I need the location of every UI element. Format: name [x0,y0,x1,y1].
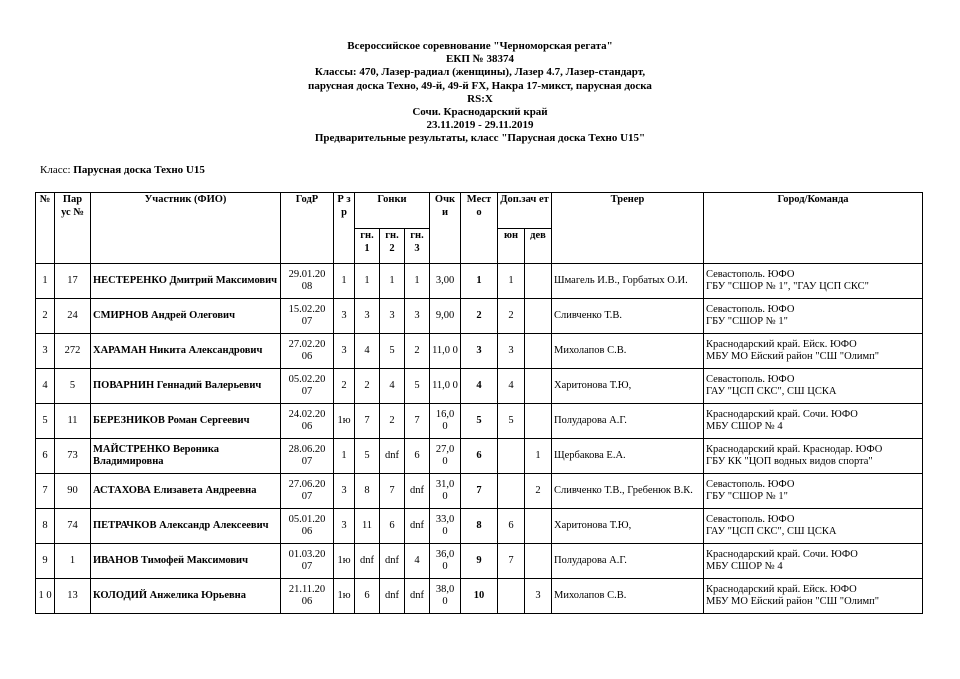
row-num: 6 [36,439,55,474]
table-row [36,334,923,369]
col-header-name: Участник (ФИО) [91,193,281,264]
row-coach: Харитонова Т.Ю, [552,369,704,404]
row-points: 9,00 [430,299,461,334]
row-city-line-2: ГБУ "СШОР № 1", "ГАУ ЦСП СКС" [706,281,869,292]
results-table [35,192,923,614]
row-points: 27,0 0 [430,439,461,474]
row-extra-jun [498,579,525,614]
row-extra-jun: 2 [498,299,525,334]
row-race-1: dnf [355,544,380,579]
row-extra-dev: 1 [525,439,552,474]
table-row [36,369,923,404]
table-row [36,579,923,614]
row-points: 33,0 0 [430,509,461,544]
row-year: 29.01.20 08 [281,264,334,299]
classes-line-1: Классы: 470, Лазер-радиал (женщины), Лазер 4.7, Лазер-стандарт, [314,66,646,79]
row-name: ПОВАРНИН Геннадий Валерьевич [91,369,281,404]
col-header-extra: Доп.зач ет [498,193,552,229]
row-city-line-2: МБУ МО Ейский район "СШ "Олимп" [706,351,880,362]
col-header-points: Очк и [430,193,461,264]
row-rank: 3 [334,299,355,334]
row-race-1: 8 [355,474,380,509]
row-extra-dev [525,509,552,544]
row-year: 27.02.20 06 [281,334,334,369]
row-extra-dev: 2 [525,474,552,509]
row-rank: 1ю [334,579,355,614]
row-city-line-2: МБУ СШОР № 4 [706,561,783,572]
row-extra-jun: 3 [498,334,525,369]
class-value: Парусная доска Техно U15 [73,164,205,176]
col-header-extra-dev: дев [525,229,552,264]
row-extra-jun: 5 [498,404,525,439]
table-row [36,404,923,439]
row-race-1: 6 [355,579,380,614]
classes-line-2: парусная доска Техно, 49-й, 49-й FX, Накра 17-микст, парусная доска [308,79,652,92]
col-header-race-3: гн. 3 [405,229,430,264]
row-year: 21.11.20 06 [281,579,334,614]
row-race-1: 4 [355,334,380,369]
row-race-3: dnf [405,509,430,544]
row-city [704,509,923,544]
row-num: 9 [36,544,55,579]
row-sail: 1 [55,544,91,579]
row-year: 05.01.20 06 [281,509,334,544]
classes-line-3: RS:X [467,92,493,105]
row-place: 9 [461,544,498,579]
row-sail: 13 [55,579,91,614]
row-extra-dev: 3 [525,579,552,614]
row-extra-jun: 1 [498,264,525,299]
row-points: 16,0 0 [430,404,461,439]
row-name: СМИРНОВ Андрей Олегович [91,299,281,334]
row-num: 1 0 [36,579,55,614]
row-city-line-1: Севастополь. ЮФО [706,478,795,490]
row-coach: Полударова А.Г. [552,404,704,439]
row-rank: 3 [334,474,355,509]
table-row [36,299,923,334]
table-row [36,544,923,579]
row-extra-dev [525,299,552,334]
row-city-line-1: Севастополь. ЮФО [706,513,795,525]
class-line [40,164,205,176]
row-race-2: dnf [380,439,405,474]
ekp-number: ЕКП № 38374 [446,53,514,66]
row-race-3: 2 [405,334,430,369]
row-extra-jun [498,439,525,474]
row-coach: Сливченко Т.В. [552,299,704,334]
row-city-line-1: Севастополь. ЮФО [706,268,795,280]
row-extra-dev [525,404,552,439]
row-num: 2 [36,299,55,334]
row-sail: 17 [55,264,91,299]
row-points: 38,0 0 [430,579,461,614]
row-place: 3 [461,334,498,369]
col-header-rank: Р з р [334,193,355,264]
row-race-1: 7 [355,404,380,439]
row-name: КОЛОДИЙ Анжелика Юрьевна [91,579,281,614]
col-header-year: ГодР [281,193,334,264]
row-num: 3 [36,334,55,369]
competition-title: Всероссийское соревнование "Черноморская регата" [347,40,613,52]
row-city-line-2: ГБУ "СШОР № 1" [706,491,788,502]
results-body [36,264,923,614]
results-subtitle: Предварительные результаты, класс "Парусная доска Техно U15" [314,132,646,145]
row-year: 01.03.20 07 [281,544,334,579]
row-city [704,369,923,404]
row-place: 4 [461,369,498,404]
document-header [0,40,960,146]
row-year: 15.02.20 07 [281,299,334,334]
row-city [704,334,923,369]
row-place: 6 [461,439,498,474]
row-race-2: 4 [380,369,405,404]
row-city [704,474,923,509]
row-race-2: dnf [380,544,405,579]
row-coach: Щербакова Е.А. [552,439,704,474]
row-coach: Михолапов С.В. [552,579,704,614]
row-name: ИВАНОВ Тимофей Максимович [91,544,281,579]
row-points: 3,00 [430,264,461,299]
table-row [36,509,923,544]
row-city [704,264,923,299]
row-sail: 73 [55,439,91,474]
row-sail: 11 [55,404,91,439]
row-extra-jun [498,474,525,509]
row-num: 4 [36,369,55,404]
row-race-2: 5 [380,334,405,369]
row-year: 05.02.20 07 [281,369,334,404]
row-sail: 74 [55,509,91,544]
row-name: НЕСТЕРЕНКО Дмитрий Максимович [91,264,281,299]
row-race-3: 4 [405,544,430,579]
row-race-3: 3 [405,299,430,334]
row-points: 31,0 0 [430,474,461,509]
row-city-line-2: ГБУ КК "ЦОП водных видов спорта" [706,456,873,467]
row-race-2: dnf [380,579,405,614]
row-city [704,579,923,614]
row-race-2: 2 [380,404,405,439]
row-city-line-2: МБУ МО Ейский район "СШ "Олимп" [706,596,880,607]
row-extra-jun: 6 [498,509,525,544]
row-num: 1 [36,264,55,299]
row-city-line-1: Краснодарский край. Сочи. ЮФО [706,408,858,420]
row-name: БЕРЕЗНИКОВ Роман Сергеевич [91,404,281,439]
row-race-3: dnf [405,474,430,509]
col-header-city: Город/Команда [704,193,923,264]
row-extra-dev [525,334,552,369]
row-race-2: 3 [380,299,405,334]
row-name: ХАРАМАН Никита Александрович [91,334,281,369]
row-extra-jun: 4 [498,369,525,404]
row-rank: 1 [334,439,355,474]
row-points: 36,0 0 [430,544,461,579]
venue: Сочи. Краснодарский край [412,106,548,119]
row-race-3: 5 [405,369,430,404]
row-name: АСТАХОВА Елизавета Андреевна [91,474,281,509]
row-race-1: 11 [355,509,380,544]
row-race-2: 7 [380,474,405,509]
row-race-1: 3 [355,299,380,334]
row-coach: Сливченко Т.В., Гребенюк В.К. [552,474,704,509]
row-extra-jun: 7 [498,544,525,579]
row-city [704,299,923,334]
row-city-line-2: МБУ СШОР № 4 [706,421,783,432]
row-year: 28.06.20 07 [281,439,334,474]
row-place: 1 [461,264,498,299]
row-rank: 3 [334,509,355,544]
row-year: 27.06.20 07 [281,474,334,509]
row-race-1: 2 [355,369,380,404]
row-race-2: 1 [380,264,405,299]
col-header-place: Мест о [461,193,498,264]
col-header-coach: Тренер [552,193,704,264]
row-city-line-1: Краснодарский край. Ейск. ЮФО [706,338,857,350]
row-sail: 90 [55,474,91,509]
row-coach: Михолапов С.В. [552,334,704,369]
row-num: 8 [36,509,55,544]
row-city-line-2: ГАУ "ЦСП СКС", СШ ЦСКА [706,386,837,397]
row-sail: 24 [55,299,91,334]
row-race-2: 6 [380,509,405,544]
row-place: 8 [461,509,498,544]
row-coach: Полударова А.Г. [552,544,704,579]
row-rank: 1ю [334,544,355,579]
row-city-line-1: Краснодарский край. Ейск. ЮФО [706,583,857,595]
row-sail: 272 [55,334,91,369]
col-header-extra-jun: юн [498,229,525,264]
row-extra-dev [525,544,552,579]
row-city-line-2: ГАУ "ЦСП СКС", СШ ЦСКА [706,526,837,537]
row-num: 5 [36,404,55,439]
row-city [704,439,923,474]
row-num: 7 [36,474,55,509]
row-city-line-1: Краснодарский край. Краснодар. ЮФО [706,443,883,455]
row-coach: Шмагель И.В., Горбатых О.И. [552,264,704,299]
row-city-line-1: Севастополь. ЮФО [706,303,795,315]
row-race-3: 6 [405,439,430,474]
row-city-line-2: ГБУ "СШОР № 1" [706,316,788,327]
row-name: ПЕТРАЧКОВ Александр Алексеевич [91,509,281,544]
row-rank: 2 [334,369,355,404]
col-header-race-1: гн. 1 [355,229,380,264]
col-header-num: № [36,193,55,264]
table-row [36,439,923,474]
row-race-3: dnf [405,579,430,614]
row-rank: 3 [334,334,355,369]
row-city-line-1: Севастополь. ЮФО [706,373,795,385]
row-name: МАЙСТРЕНКО Вероника Владимировна [91,439,281,474]
row-coach: Харитонова Т.Ю, [552,509,704,544]
row-points: 11,0 0 [430,334,461,369]
table-row [36,474,923,509]
row-race-3: 1 [405,264,430,299]
row-race-1: 5 [355,439,380,474]
row-rank: 1ю [334,404,355,439]
table-row [36,264,923,299]
col-header-sail: Пар ус № [55,193,91,264]
row-extra-dev [525,369,552,404]
row-place: 10 [461,579,498,614]
row-rank: 1 [334,264,355,299]
col-header-races: Гонки [355,193,430,229]
row-place: 5 [461,404,498,439]
row-points: 11,0 0 [430,369,461,404]
row-sail: 5 [55,369,91,404]
dates: 23.11.2019 - 29.11.2019 [426,119,534,132]
row-city-line-1: Краснодарский край. Сочи. ЮФО [706,548,858,560]
row-extra-dev [525,264,552,299]
row-place: 2 [461,299,498,334]
class-label: Класс: [40,164,71,176]
row-race-1: 1 [355,264,380,299]
row-race-3: 7 [405,404,430,439]
row-city [704,404,923,439]
row-place: 7 [461,474,498,509]
row-city [704,544,923,579]
row-year: 24.02.20 06 [281,404,334,439]
col-header-race-2: гн. 2 [380,229,405,264]
